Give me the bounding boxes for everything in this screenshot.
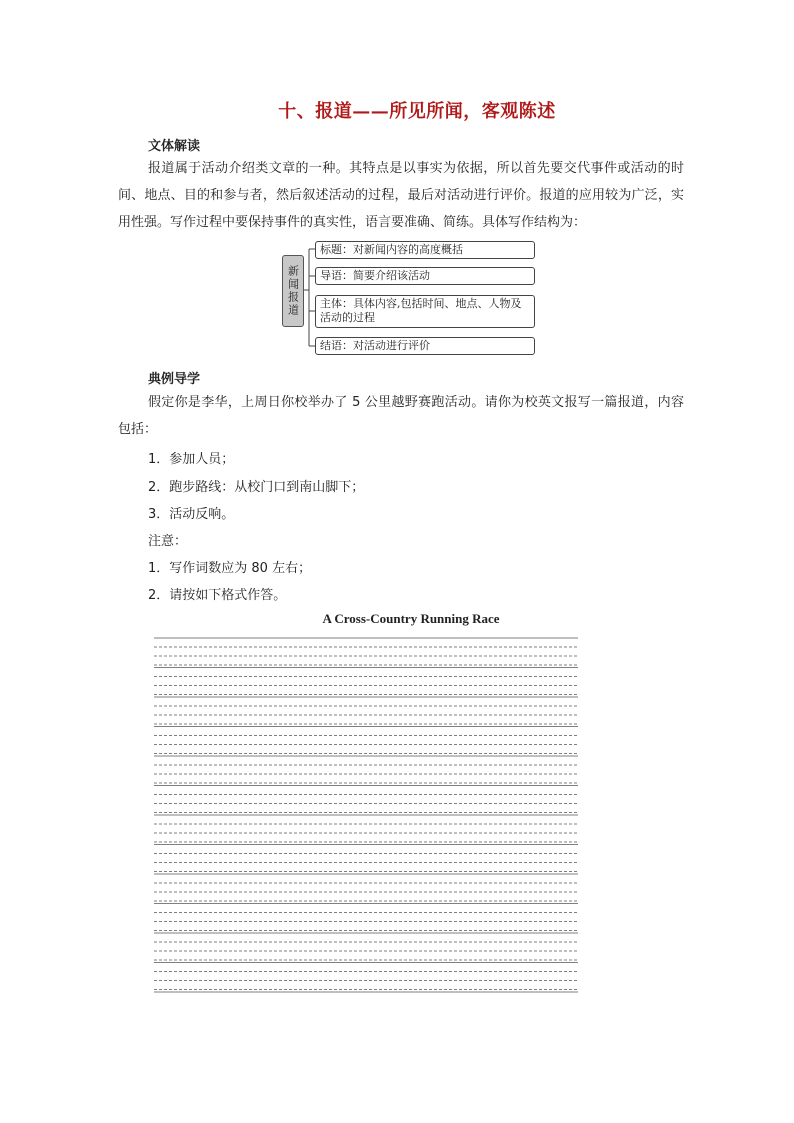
example-heading: 典例导学 (148, 372, 201, 387)
example-task: 假定你是李华，上周日你校举办了 5 公里越野赛跑活动。请你为校英文报写一篇报道，内容包括： (118, 395, 684, 437)
genre-heading: 文体解读 (148, 139, 201, 154)
note-1: 1．写作词数应为 80 左右； (148, 561, 312, 576)
diagram-root-news-report: 新闻报道 (282, 255, 304, 327)
essay-title: A Cross-Country Running Race (322, 611, 500, 626)
content-point-3: 3．活动反响。 (148, 507, 235, 522)
content-point-2: 2．跑步路线：从校门口到南山脚下； (148, 480, 365, 495)
writing-lines[interactable] (154, 636, 578, 996)
diagram-item-body-text: 主体：具体内容,包括时间、地点、人物及活动的过程 (320, 297, 522, 324)
genre-paragraph: 报道属于活动介绍类文章的一种。其特点是以事实为依据，所以首先要交代事件或活动的时间、地点、目的和参与者，然后叙述活动的过程，最后对活动进行评价。报道的应用较为广泛，实用性强。写作过程中要保持事件的真实性，语言要准确、简练。具体写作结构为： (118, 161, 684, 230)
diagram-item-conclusion: 结语：对活动进行评价 (315, 337, 535, 355)
note-2: 2．请按如下格式作答。 (148, 588, 287, 603)
notes-heading: 注意： (148, 534, 188, 549)
diagram-item-headline: 标题：对新闻内容的高度概括 (315, 241, 535, 259)
content-point-1: 1．参加人员； (148, 452, 235, 467)
structure-diagram (282, 240, 542, 358)
diagram-item-lead: 导语：简要介绍该活动 (315, 267, 535, 285)
page-title: 十、报道——所见所闻，客观陈述 (278, 101, 556, 122)
diagram-item-body (315, 295, 535, 328)
